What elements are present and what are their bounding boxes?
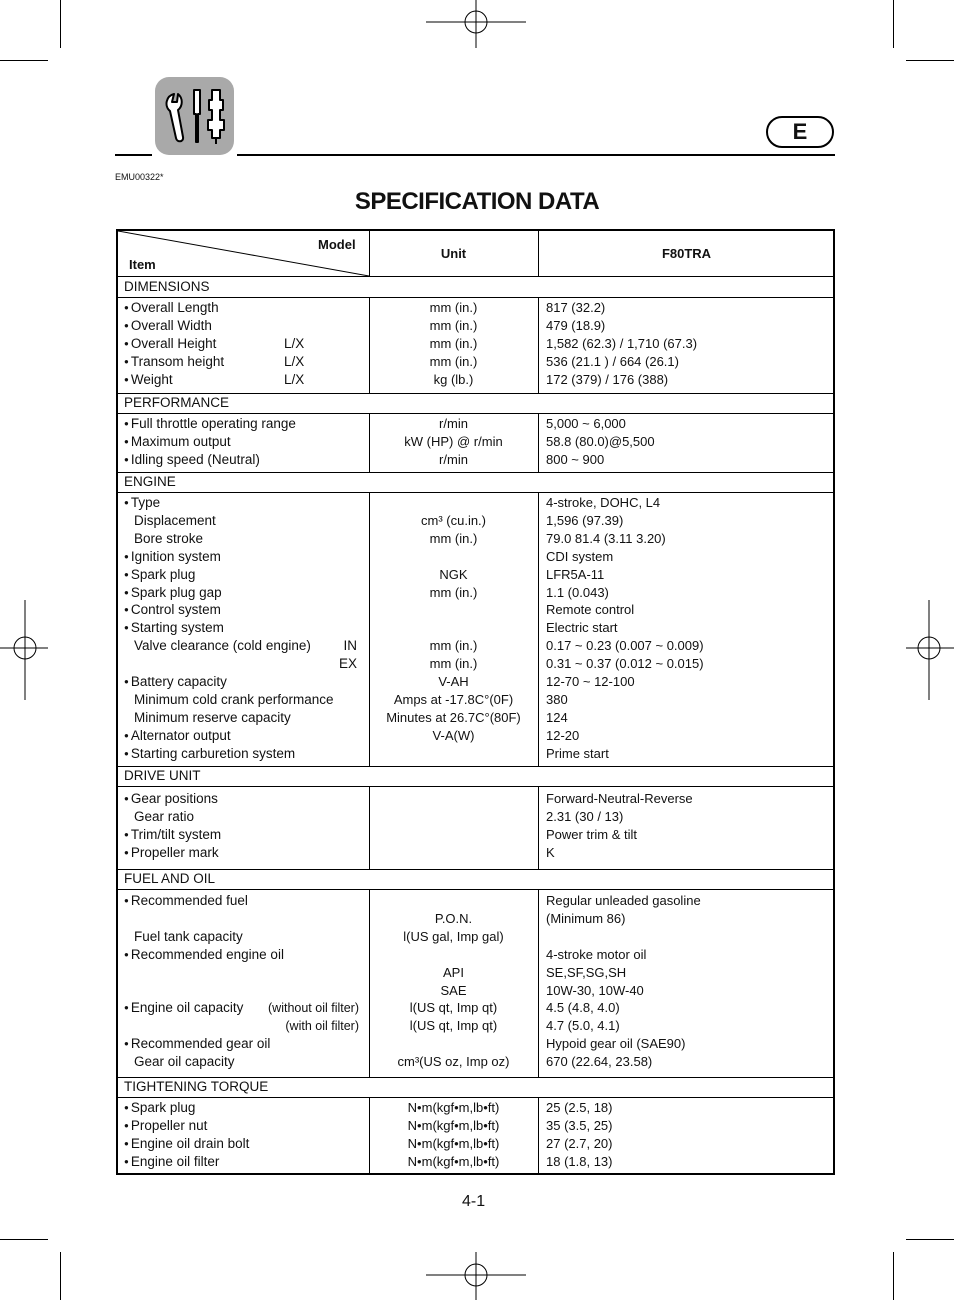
spec-unit: mm (in.) [429,656,478,672]
spec-unit: cm³(US oz, Imp oz) [397,1054,510,1070]
spec-value: 479 (18.9) [546,317,606,333]
spec-value: 0.17 ~ 0.23 (0.007 ~ 0.009) [546,638,704,654]
spec-value: LFR5A-11 [546,566,605,582]
section-header: DIMENSIONS [124,279,210,294]
table-rule [118,492,833,493]
section-header: DRIVE UNIT [124,768,201,783]
table-rule [118,1097,833,1098]
spec-value: 1,596 (97.39) [546,512,624,528]
spec-unit: mm (in.) [429,584,478,600]
spec-value: (Minimum 86) [546,910,626,926]
spec-item-label: ● Full throttle operating range [124,415,296,435]
spec-item-label: ● Gear positions [124,790,218,810]
spec-value: 12-20 [546,727,580,743]
document-code: EMU00322* [115,172,164,182]
spec-value: 1.1 (0.043) [546,584,609,600]
spec-value: 1,582 (62.3) / 1,710 (67.3) [546,335,698,351]
spec-value: 35 (3.5, 25) [546,1117,613,1133]
spec-item-qualifier: (without oil filter) [268,1001,359,1016]
spec-item-label: Minimum cold crank performance [134,691,334,707]
spec-item-label: ● Engine oil drain bolt [124,1135,249,1155]
spec-unit: mm (in.) [429,335,478,351]
spec-item-label: ● Starting carburetion system [124,745,295,765]
spec-item-label: ● Idling speed (Neutral) [124,451,260,471]
spec-unit: mm (in.) [429,353,478,369]
registration-mark-top [426,0,526,50]
spec-value: Power trim & tilt [546,826,638,842]
spec-value: 10W-30, 10W-40 [546,982,644,998]
spec-item-label: Valve clearance (cold engine) [134,638,311,654]
spec-item-label: ● Recommended fuel [124,892,248,912]
spec-value: SE,SF,SG,SH [546,964,627,980]
spec-value: Hypoid gear oil (SAE90) [546,1036,686,1052]
spec-unit: r/min [439,416,468,431]
spec-item-qualifier: (with oil filter) [285,1019,359,1034]
spec-value: 536 (21.1 ) / 664 (26.1) [546,353,679,369]
spec-value: 4.7 (5.0, 4.1) [546,1018,620,1034]
section-header: PERFORMANCE [124,395,230,410]
registration-mark-bottom [426,1250,526,1300]
header-rule [115,154,152,156]
page-title: SPECIFICATION DATA [354,188,600,215]
spec-unit: r/min [439,451,468,467]
table-rule [369,231,370,277]
spec-unit: cm³ (cu.in.) [421,512,486,528]
spec-value: 817 (32.2) [546,300,606,315]
spec-item-label: ● Engine oil capacity [124,999,243,1019]
table-rule [118,276,833,277]
header-model-label: Model [318,237,356,252]
spec-value: 0.31 ~ 0.37 (0.012 ~ 0.015) [546,656,704,672]
spec-value: 670 (22.64, 23.58) [546,1054,653,1070]
spec-item-qualifier: L/X [284,353,305,369]
spec-unit: mm (in.) [429,317,478,333]
page-number: 4-1 [462,1193,486,1210]
section-header: TIGHTENING TORQUE [124,1079,269,1094]
spec-item-label: ● Propeller nut [124,1117,207,1137]
table-rule [118,786,833,787]
spec-unit: mm (in.) [429,638,478,654]
table-rule [118,869,833,870]
table-rule [118,393,833,394]
spec-item-label: ● Ignition system [124,548,221,568]
language-badge: E [766,116,834,148]
spec-item-label: Fuel tank capacity [134,928,243,944]
spec-item-label: ● Control system [124,601,221,621]
spec-item-label: Bore stroke [134,530,204,546]
spec-value: 18 (1.8, 13) [546,1153,613,1169]
registration-mark-right [904,600,954,700]
spec-unit: mm (in.) [429,300,478,315]
registration-mark-left [0,600,50,700]
table-rule [118,472,833,473]
table-rule [538,298,539,393]
crop-mark [60,0,61,48]
spec-item-qualifier: L/X [284,371,305,387]
spec-unit: SAE [440,982,467,998]
header-rule [237,154,835,156]
table-rule [118,889,833,890]
crop-mark [893,1252,894,1300]
spec-unit: l(US qt, Imp qt) [409,1018,498,1034]
spec-unit: kg (lb.) [433,371,474,387]
crop-mark [60,1252,61,1300]
spec-value: CDI system [546,548,614,564]
spec-item-qualifier: L/X [284,335,305,351]
spec-item-label: Displacement [134,512,216,528]
spec-unit: Minutes at 26.7C°(80F) [386,709,521,725]
spec-item-label: Gear oil capacity [134,1054,235,1070]
spec-item-label: ● Spark plug [124,566,195,586]
table-rule [118,766,833,767]
spec-item-label: ● Overall Length [124,299,219,319]
table-rule [118,413,833,414]
spec-item-label: ● Weight [124,371,173,391]
header-item-label: Item [129,257,156,272]
section-header: ENGINE [124,474,176,489]
spec-unit: Amps at -17.8C°(0F) [393,691,514,707]
spec-item-label: ● Trim/tilt system [124,826,221,846]
spec-value: Regular unleaded gasoline [546,893,701,908]
spec-item-label: ● Overall Height [124,335,216,355]
header-unit-label: Unit [440,246,467,261]
spec-value: 58.8 (80.0)@5,500 [546,433,655,449]
spec-unit: N•m(kgf•m,lb•ft) [407,1153,500,1169]
spec-item-qualifier: EX [338,656,357,672]
spec-unit: kW (HP) @ r/min [404,433,503,449]
table-rule [118,297,833,298]
table-rule [538,231,539,277]
spec-value: Forward-Neutral-Reverse [546,791,693,806]
header-model-value: F80TRA [661,246,712,261]
spec-value: 27 (2.7, 20) [546,1135,613,1151]
spec-item-label: ● Maximum output [124,433,231,453]
specification-table [116,229,835,1175]
spec-item-label: ● Battery capacity [124,673,227,693]
table-rule [118,1077,833,1078]
spec-item-label: ● Overall Width [124,317,212,337]
spec-value: Remote control [546,602,635,618]
spec-unit: N•m(kgf•m,lb•ft) [407,1135,500,1151]
spec-item-label: ● Starting system [124,619,224,639]
crop-mark [0,1239,48,1240]
spec-item-label: Minimum reserve capacity [134,709,291,725]
spec-item-label: ● Spark plug gap [124,584,222,604]
crop-mark [893,0,894,48]
tools-icon [154,76,235,156]
spec-item-label: ● Spark plug [124,1099,195,1119]
spec-value: 124 [546,709,568,725]
crop-mark [906,60,954,61]
spec-value: Prime start [546,745,609,761]
spec-item-label: ● Alternator output [124,727,231,747]
spec-unit: V-AH [438,674,469,689]
spec-item-label: ● Transom height [124,353,224,373]
spec-item-label: ● Recommended gear oil [124,1035,270,1055]
spec-unit: l(US gal, Imp gal) [403,928,504,944]
spec-item-label: ● Recommended engine oil [124,946,284,966]
table-rule [538,787,539,869]
spec-unit: P.O.N. [434,910,473,926]
spec-value: 172 (379) / 176 (388) [546,371,669,387]
crop-mark [0,60,48,61]
spec-item-label: Gear ratio [134,808,195,824]
spec-item-label: ● Type [124,494,160,514]
spec-item-qualifier: IN [343,638,357,654]
crop-mark [906,1239,954,1240]
table-rule [538,890,539,1077]
spec-value: K [546,844,555,860]
table-rule [369,787,370,869]
spec-value: 12-70 ~ 12-100 [546,674,635,689]
spec-value: 25 (2.5, 18) [546,1100,613,1115]
spec-unit: mm (in.) [429,530,478,546]
spec-value: 4.5 (4.8, 4.0) [546,1000,620,1016]
table-rule [538,414,539,472]
spec-value: 380 [546,691,568,707]
spec-value: 5,000 ~ 6,000 [546,416,626,431]
spec-value: 800 ~ 900 [546,451,605,467]
table-rule [538,493,539,766]
table-rule [538,1098,539,1175]
spec-item-label: ● Engine oil filter [124,1153,219,1173]
spec-unit: l(US qt, Imp qt) [409,1000,498,1016]
spec-unit: V-A(W) [432,727,475,743]
spec-unit: N•m(kgf•m,lb•ft) [407,1100,500,1115]
spec-unit: NGK [439,566,468,582]
spec-value: 79.0 81.4 (3.11 3.20) [546,530,666,546]
spec-value: Electric start [546,620,618,636]
spec-unit: N•m(kgf•m,lb•ft) [407,1117,500,1133]
section-header: FUEL AND OIL [124,871,216,886]
spec-item-label: ● Propeller mark [124,844,219,864]
spec-value: 4-stroke motor oil [546,946,647,962]
spec-value: 4-stroke, DOHC, L4 [546,495,661,510]
spec-value: 2.31 (30 / 13) [546,808,624,824]
spec-unit: API [443,964,464,980]
